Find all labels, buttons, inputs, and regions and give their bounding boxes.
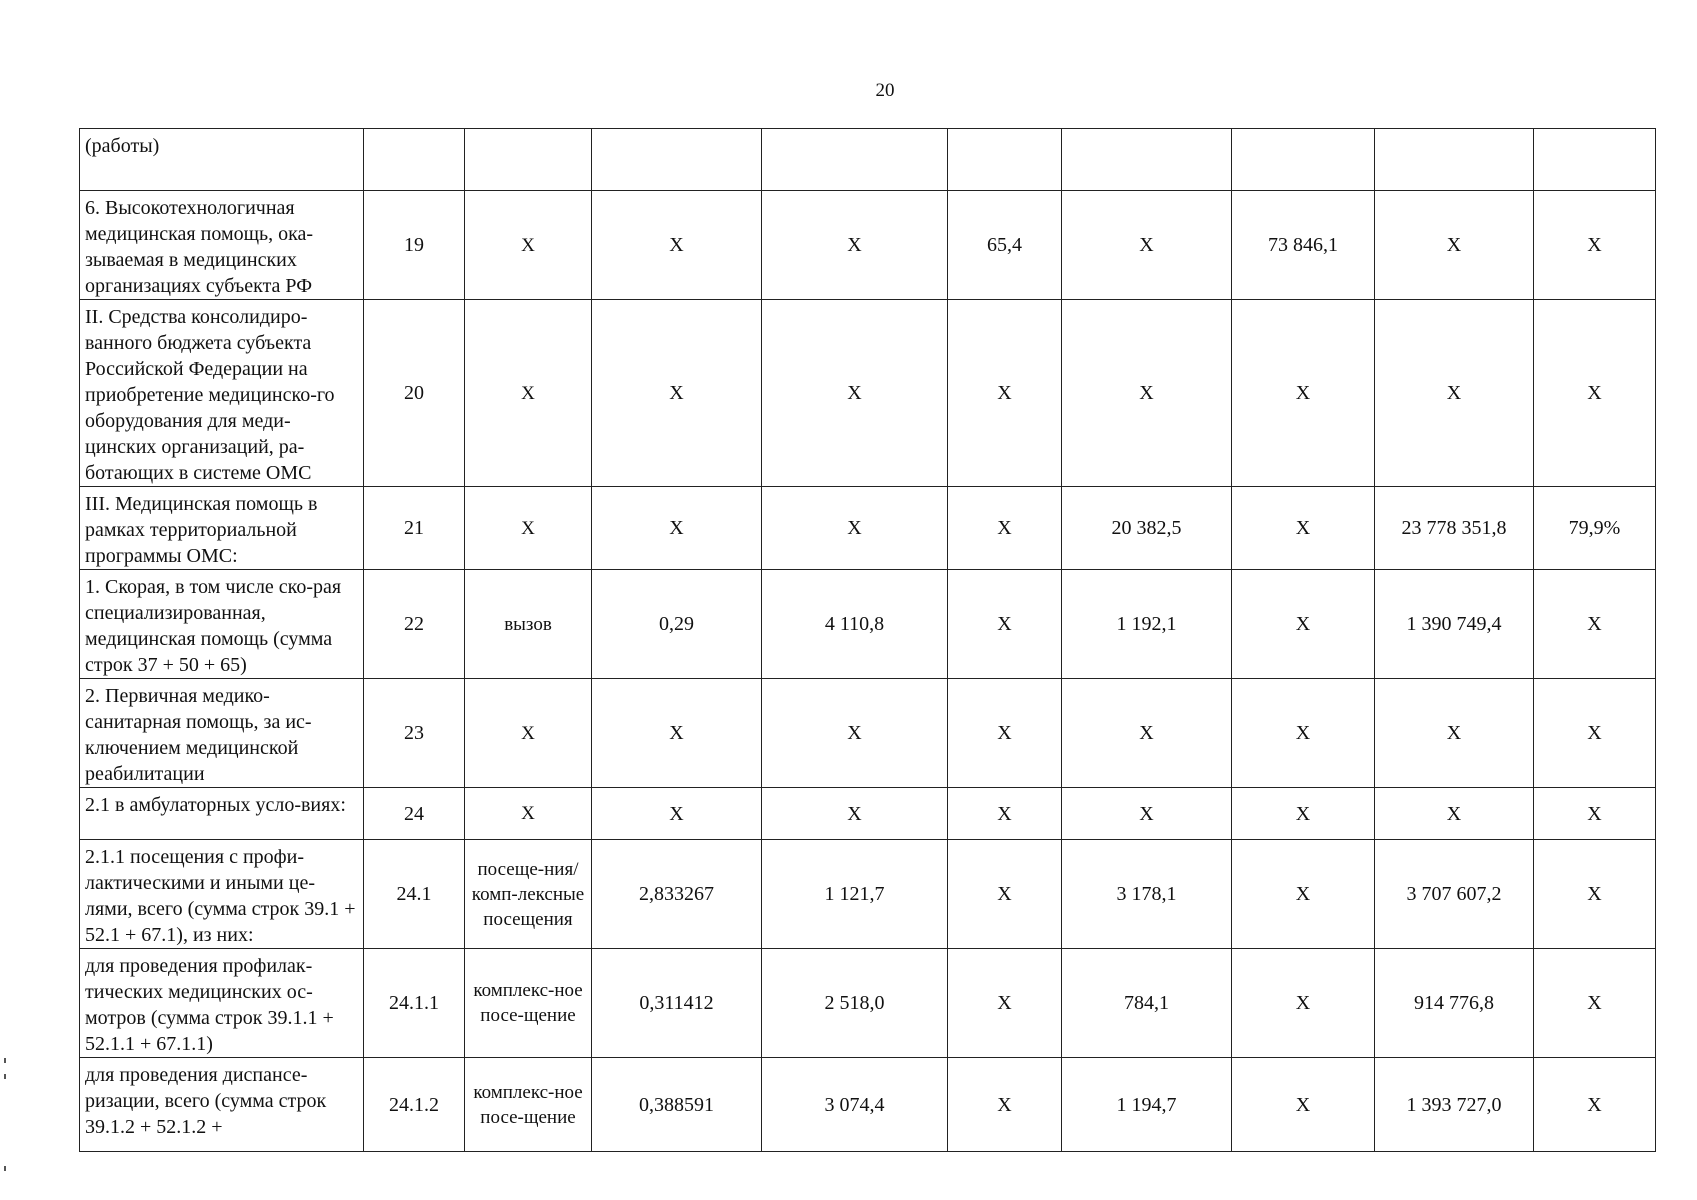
row-name-cell: 1. Скорая, в том числе ско-рая специализированная, медицинская помощь (сумма строк 37 + 50 + 65) [80, 570, 364, 679]
margin-mark [4, 1074, 6, 1079]
row-code-cell: 22 [364, 570, 465, 679]
table-row [80, 570, 1656, 679]
value-cell: 1 192,1 [1062, 570, 1232, 679]
table-row [80, 129, 1656, 191]
value-cell: Х [948, 679, 1062, 788]
value-cell: 3 178,1 [1062, 840, 1232, 949]
value-cell: Х [948, 840, 1062, 949]
volume-cell: 2,833267 [592, 840, 762, 949]
table-row [80, 487, 1656, 570]
row-code-cell: 24.1.2 [364, 1058, 465, 1152]
total-cell: 3 707 607,2 [1375, 840, 1534, 949]
volume-cell: Х [592, 300, 762, 487]
value-cell: 20 382,5 [1062, 487, 1232, 570]
total-cell [1375, 129, 1534, 191]
share-cell: Х [1534, 1058, 1656, 1152]
value-cell: Х [1232, 487, 1375, 570]
share-cell: Х [1534, 679, 1656, 788]
value-cell: 784,1 [1062, 949, 1232, 1058]
row-code-cell: 23 [364, 679, 465, 788]
total-cell: Х [1375, 300, 1534, 487]
cost-cell: 3 074,4 [762, 1058, 948, 1152]
unit-cell: Х [465, 788, 592, 840]
row-code-cell: 24.1.1 [364, 949, 465, 1058]
cost-cell: 2 518,0 [762, 949, 948, 1058]
volume-cell: Х [592, 487, 762, 570]
value-cell: 65,4 [948, 191, 1062, 300]
value-cell: Х [948, 300, 1062, 487]
value-cell: Х [1232, 300, 1375, 487]
total-cell: Х [1375, 788, 1534, 840]
value-cell: Х [1232, 788, 1375, 840]
cost-cell [762, 129, 948, 191]
row-name-cell: (работы) [80, 129, 364, 191]
value-cell: Х [1232, 570, 1375, 679]
cost-cell: Х [762, 788, 948, 840]
value-cell: Х [948, 570, 1062, 679]
value-cell: 73 846,1 [1232, 191, 1375, 300]
margin-mark [4, 1058, 6, 1063]
value-cell: Х [1232, 949, 1375, 1058]
total-cell: 23 778 351,8 [1375, 487, 1534, 570]
value-cell: Х [1232, 679, 1375, 788]
row-name-cell: 2.1 в амбулаторных усло-виях: [80, 788, 364, 840]
cost-cell: Х [762, 191, 948, 300]
cost-cell: 4 110,8 [762, 570, 948, 679]
row-code-cell [364, 129, 465, 191]
value-cell: Х [1062, 679, 1232, 788]
unit-cell: посеще-ния/комп-лексные посещения [465, 840, 592, 949]
table-row [80, 949, 1656, 1058]
row-name-cell: 2. Первичная медико-санитарная помощь, за ис-ключением медицинской реабилитации [80, 679, 364, 788]
row-name-cell: 2.1.1 посещения с профи-лактическими и иными це-лями, всего (сумма строк 39.1 + 52.1 + 67.1), из них: [80, 840, 364, 949]
volume-cell: 0,388591 [592, 1058, 762, 1152]
unit-cell: Х [465, 487, 592, 570]
total-cell: Х [1375, 191, 1534, 300]
page-number: 20 [875, 80, 895, 101]
share-cell: Х [1534, 300, 1656, 487]
share-cell: Х [1534, 949, 1656, 1058]
row-code-cell: 21 [364, 487, 465, 570]
share-cell [1534, 129, 1656, 191]
row-code-cell: 20 [364, 300, 465, 487]
total-cell: 914 776,8 [1375, 949, 1534, 1058]
value-cell [1062, 129, 1232, 191]
value-cell: Х [948, 487, 1062, 570]
unit-cell: комплекс-ное посе-щение [465, 949, 592, 1058]
cost-cell: Х [762, 679, 948, 788]
row-code-cell: 24.1 [364, 840, 465, 949]
row-code-cell: 19 [364, 191, 465, 300]
total-cell: 1 393 727,0 [1375, 1058, 1534, 1152]
table-row [80, 191, 1656, 300]
value-cell [1232, 129, 1375, 191]
cost-cell: Х [762, 487, 948, 570]
unit-cell: Х [465, 679, 592, 788]
value-cell: Х [1232, 1058, 1375, 1152]
volume-cell: 0,311412 [592, 949, 762, 1058]
row-name-cell: III. Медицинская помощь в рамках территориальной программы ОМС: [80, 487, 364, 570]
value-cell: Х [948, 788, 1062, 840]
volume-cell: Х [592, 191, 762, 300]
value-cell: 1 194,7 [1062, 1058, 1232, 1152]
table-row [80, 1058, 1656, 1152]
share-cell: Х [1534, 191, 1656, 300]
volume-cell: Х [592, 788, 762, 840]
share-cell: Х [1534, 840, 1656, 949]
total-cell: 1 390 749,4 [1375, 570, 1534, 679]
unit-cell: Х [465, 300, 592, 487]
unit-cell [465, 129, 592, 191]
row-name-cell: II. Средства консолидиро-ванного бюджета субъекта Российской Федерации на приобретение медицинско-го оборудования для меди-цинских организаций, ра-ботающих в системе ОМС [80, 300, 364, 487]
table-row [80, 300, 1656, 487]
unit-cell: вызов [465, 570, 592, 679]
row-name-cell: для проведения профилак-тических медицинских ос-мотров (сумма строк 39.1.1 + 52.1.1 + 67.1.1) [80, 949, 364, 1058]
volume-cell: 0,29 [592, 570, 762, 679]
row-code-cell: 24 [364, 788, 465, 840]
value-cell: Х [948, 949, 1062, 1058]
value-cell [948, 129, 1062, 191]
program-table [79, 128, 1656, 1152]
row-name-cell: 6. Высокотехнологичная медицинская помощь, ока-зываемая в медицинских организациях субъекта РФ [80, 191, 364, 300]
cost-cell: Х [762, 300, 948, 487]
table-row [80, 840, 1656, 949]
volume-cell: Х [592, 679, 762, 788]
value-cell: Х [948, 1058, 1062, 1152]
margin-mark [4, 1166, 6, 1171]
share-cell: 79,9% [1534, 487, 1656, 570]
total-cell: Х [1375, 679, 1534, 788]
unit-cell: Х [465, 191, 592, 300]
table-row [80, 788, 1656, 840]
value-cell: Х [1062, 191, 1232, 300]
share-cell: Х [1534, 570, 1656, 679]
volume-cell [592, 129, 762, 191]
cost-cell: 1 121,7 [762, 840, 948, 949]
row-name-cell: для проведения диспансе-ризации, всего (сумма строк 39.1.2 + 52.1.2 + [80, 1058, 364, 1152]
table-row [80, 679, 1656, 788]
value-cell: Х [1232, 840, 1375, 949]
share-cell: Х [1534, 788, 1656, 840]
unit-cell: комплекс-ное посе-щение [465, 1058, 592, 1152]
value-cell: Х [1062, 788, 1232, 840]
value-cell: Х [1062, 300, 1232, 487]
